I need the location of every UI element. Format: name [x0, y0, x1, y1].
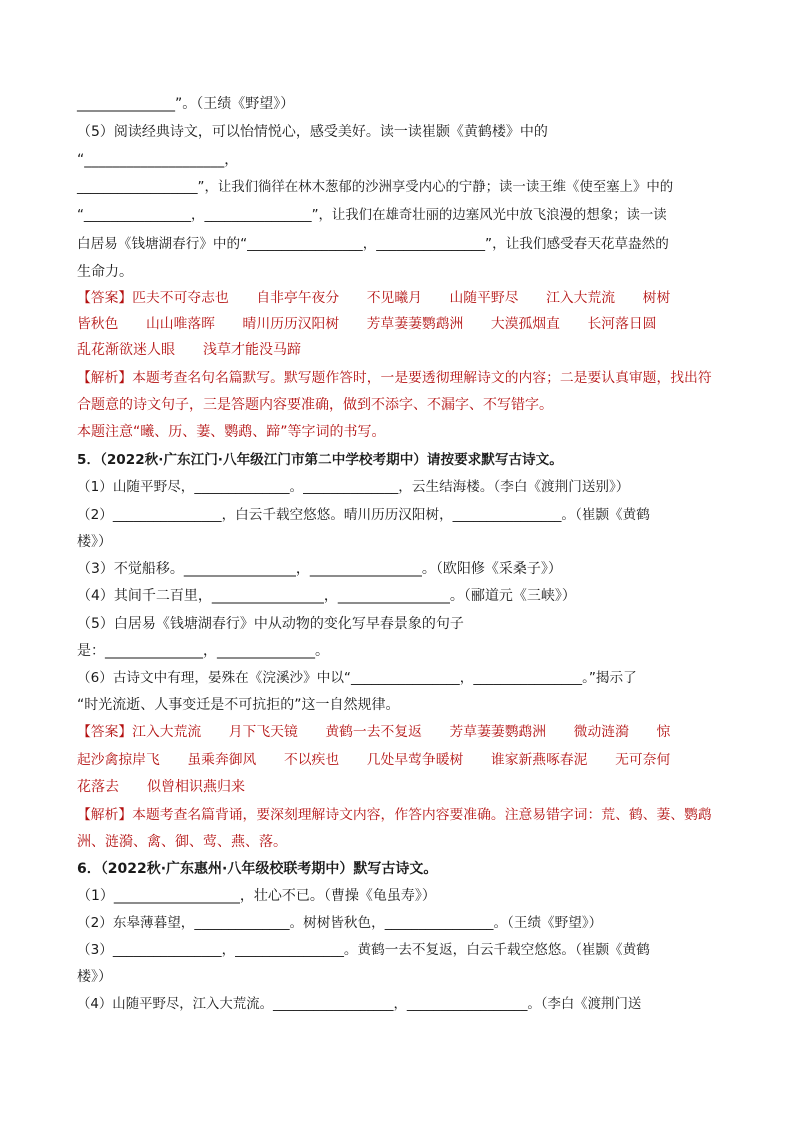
- q5-item-6-cont: “时光流逝、人事变迁是不可抗拒的”这一自然规律。: [77, 697, 400, 713]
- q5-analysis-line-1: 【解析】本题考查名篇背诵，要深刻理解诗文内容，作答内容要准确。注意易错字词：荒、鹤、萋、鹦鹉: [77, 807, 712, 823]
- q5-item-2-cont: 楼》）: [77, 534, 112, 550]
- q4-analysis-line-2: 合题意的诗文句子，三是答题内容要准确，做到不添字、不漏字、不写错字。: [77, 397, 553, 413]
- q4-5-blank-line-4: 白居易《钱塘湖春行》中的“_________________，________________”，让我们感受春天花草盎然的: [77, 236, 669, 252]
- question-6-title: 6．（2022秋·广东惠州·八年级校联考期中）默写古诗文。: [77, 861, 438, 877]
- q6-item-1: （1）__________________，壮心不已。（曹操《龟虽寿》）: [77, 888, 436, 904]
- q4-analysis-line-1: 【解析】本题考查名句名篇默写。默写题作答时，一是要透彻理解诗文的内容；二是要认真审题，找出符: [77, 370, 712, 386]
- q4-5-blank-line-1: “____________________，: [77, 152, 239, 168]
- q4-answer-line-1: 【答案】匹夫不可夺志也 自非亭午夜分 不见曦月 山随平野尽 江入大荒流 树树: [77, 290, 671, 306]
- q5-item-4: （4）其间千二百里，________________，________________。（郦道元《三峡》）: [77, 588, 576, 604]
- q4-analysis-line-3: 本题注意“曦、历、萋、鹦鹉、蹄”等字词的书写。: [77, 424, 386, 440]
- q5-item-3: （3）不觉船移。________________，________________。（欧阳修《采桑子》）: [77, 561, 562, 577]
- q6-item-4: （4）山随平野尽，江入大荒流。__________________，__________________。（李白《渡荆门送: [77, 997, 642, 1012]
- q4-answer-line-2: 皆秋色 山山唯落晖 晴川历历汉阳树 芳草萋萋鹦鹉洲 大漠孤烟直 长河落日圆: [77, 316, 657, 332]
- q4-answer-line-3: 乱花渐欲迷人眼 浅草才能没马蹄: [77, 342, 301, 358]
- q4-5-prompt: （5）阅读经典诗文，可以怡情悦心，感受美好。读一读崔颢《黄鹤楼》中的: [77, 124, 548, 140]
- q6-item-3-cont: 楼》）: [77, 969, 112, 985]
- q5-item-5: （5）白居易《钱塘湖春行》中从动物的变化写早春景象的句子: [77, 616, 464, 632]
- q5-answer-line-2: 起沙禽掠岸飞 虽乘奔御风 不以疾也 几处早莺争暖树 谁家新燕啄春泥 无可奈何: [77, 752, 671, 768]
- q4-5-blank-line-2: __________________”，让我们徜徉在林木葱郁的沙洲享受内心的宁静；读一读王维《使至塞上》中的: [77, 180, 674, 195]
- q5-answer-line-3: 花落去 似曾相识燕归来: [77, 779, 245, 795]
- q5-item-1: （1）山随平野尽，______________。______________，云生结海楼。（李白《渡荆门送别》）: [77, 479, 630, 495]
- q4-5-blank-line-3: “________________，________________”，让我们在雄奇壮丽的边塞风光中放飞浪漫的想象；读一读: [77, 208, 667, 223]
- q4-5-end: 生命力。: [77, 264, 133, 280]
- q5-item-2: （2）________________，白云千载空悠悠。晴川历历汉阳树，________________。（崔颢《黄鹤: [77, 507, 650, 523]
- q5-analysis-line-2: 洲、涟漪、禽、御、莺、燕、落。: [77, 834, 287, 850]
- q5-item-5-cont: 是：______________，______________。: [77, 643, 329, 659]
- q6-item-2: （2）东皋薄暮望，______________。树树皆秋色，________________。（王绩《野望》）: [77, 915, 603, 931]
- q5-answer-line-1: 【答案】江入大荒流 月下飞天镜 黄鹤一去不复返 芳草萋萋鹦鹉洲 微动涟漪 惊: [77, 724, 671, 740]
- q4-blank-tail: ______________”。（王绩《野望》）: [77, 96, 295, 112]
- q5-item-6: （6）古诗文中有理，晏殊在《浣溪沙》中以“________________，________________。”揭示了: [77, 670, 637, 686]
- question-5-title: 5．（2022秋·广东江门·八年级江门市第二中学校考期中）请按要求默写古诗文。: [77, 452, 563, 468]
- q6-item-3: （3）________________，________________。黄鹤一去不复返，白云千载空悠悠。（崔颢《黄鹤: [77, 942, 650, 958]
